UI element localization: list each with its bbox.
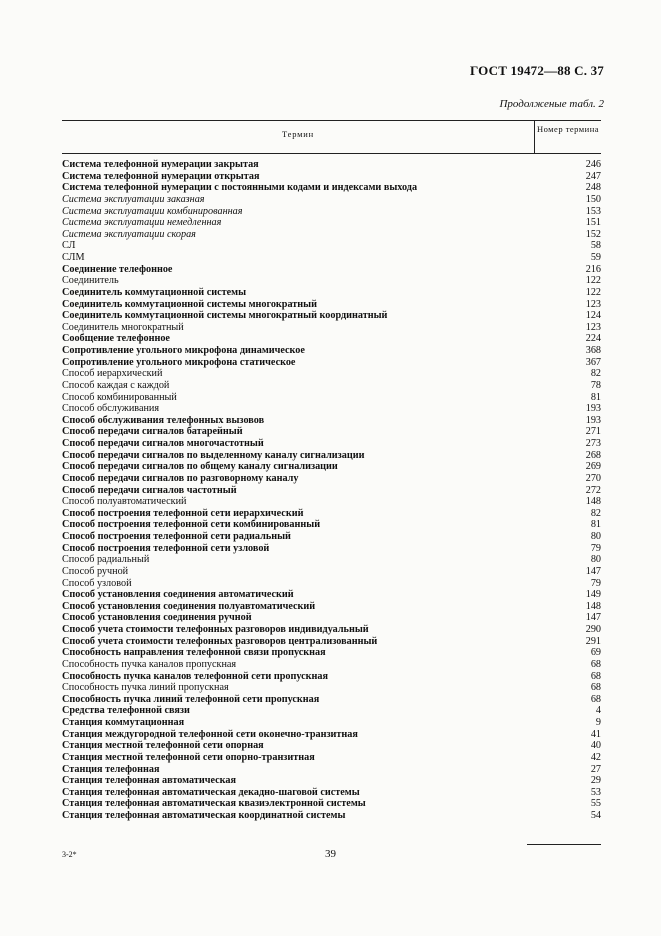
table-row: [62, 810, 601, 822]
term-text: Способность пучка каналов телефонной сети пропускная: [62, 670, 328, 682]
table-row: [62, 624, 601, 636]
table-row: [62, 380, 601, 392]
term-text: Станция телефонная: [62, 763, 160, 775]
table-row: [62, 403, 601, 415]
term-number: 273: [585, 438, 601, 449]
term-text: Способ учета стоимости телефонных разговоров централизованный: [62, 635, 378, 647]
term-text: Станция телефонная автоматическая декадно-шаговой системы: [62, 786, 360, 798]
term-number: 291: [585, 635, 601, 647]
term-number: 216: [585, 263, 601, 275]
table-row: [62, 636, 601, 648]
term-text: Способ построения телефонной сети узловой: [62, 542, 270, 554]
table-row: [62, 787, 601, 799]
term-text: Способ передачи сигналов многочастотный: [62, 438, 264, 449]
table-row: [62, 345, 601, 357]
table-row: [62, 159, 601, 171]
term-number: 272: [585, 484, 601, 496]
term-text: Способ ручной: [62, 565, 129, 577]
table-row: [62, 682, 601, 694]
table-row: [62, 578, 601, 590]
table-row: [62, 392, 601, 404]
table-row: [62, 275, 601, 287]
table-row: [62, 415, 601, 427]
table-row: [62, 217, 601, 229]
table-row: [62, 705, 601, 717]
term-text: Способ передачи сигналов частотный: [62, 484, 237, 496]
term-number: 270: [585, 472, 601, 484]
term-number: 27: [590, 763, 601, 775]
table-row: [62, 333, 601, 345]
page-header-title: ГОСТ 19472—88 С. 37: [470, 63, 604, 78]
table-row: [62, 368, 601, 380]
table-row: [62, 729, 601, 741]
term-number: 80: [590, 531, 601, 542]
term-text: Станция телефонная автоматическая квазиэлектронной системы: [62, 798, 366, 810]
term-number: 58: [590, 240, 601, 252]
column-header-number: Номер термина: [534, 121, 601, 153]
term-number: 68: [590, 682, 601, 694]
table-row: [62, 206, 601, 218]
term-number: 193: [585, 403, 601, 415]
table-row: [62, 752, 601, 764]
term-text: Соединитель многократный: [62, 321, 184, 333]
term-number: 248: [585, 182, 601, 194]
table-row: [62, 252, 601, 264]
term-number: 224: [585, 333, 601, 345]
footer-printer-mark: 3-2*: [62, 850, 77, 859]
table-row: [62, 310, 601, 322]
term-number: 147: [585, 565, 601, 577]
table-row: [62, 264, 601, 276]
term-number: 79: [590, 577, 601, 589]
table-row: [62, 438, 601, 450]
term-number: 80: [590, 554, 601, 566]
term-number: 79: [590, 542, 601, 554]
table-row: [62, 485, 601, 497]
table-row: [62, 473, 601, 485]
term-text: Способ построения телефонной сети иерархический: [62, 507, 304, 519]
term-number: 4: [595, 705, 601, 717]
term-number: 40: [590, 740, 601, 752]
term-text: СЛМ: [62, 252, 85, 263]
term-text: Способность пучка линий телефонной сети пропускная: [62, 693, 320, 705]
term-text: Сообщение телефонное: [62, 333, 170, 345]
table-row: [62, 461, 601, 473]
term-number: 153: [585, 205, 601, 217]
term-number: 269: [585, 461, 601, 473]
table-row: [62, 229, 601, 241]
table-row: [62, 775, 601, 787]
term-text: Способность пучка линий пропускная: [62, 682, 229, 694]
term-text: Соединитель: [62, 275, 119, 287]
term-number: 68: [590, 658, 601, 670]
table-row: [62, 566, 601, 578]
table-row: [62, 659, 601, 671]
term-number: 268: [585, 449, 601, 461]
term-text: Станция телефонная автоматическая: [62, 775, 236, 787]
term-number: 54: [590, 810, 601, 821]
table-row: [62, 322, 601, 334]
term-number: 246: [585, 159, 601, 170]
term-number: 68: [590, 670, 601, 682]
term-text: Соединитель коммутационной системы многократный координатный: [62, 310, 388, 322]
table-row: [62, 496, 601, 508]
term-number: 82: [590, 368, 601, 380]
table-row: [62, 287, 601, 299]
term-text: Система телефонной нумерации с постоянными кодами и индексами выхода: [62, 182, 418, 194]
table-row: [62, 194, 601, 206]
term-number: 53: [590, 786, 601, 798]
table-row: [62, 508, 601, 520]
term-number: 55: [590, 798, 601, 810]
term-number: 82: [590, 507, 601, 519]
term-number: 123: [585, 298, 601, 310]
term-text: Способ установления соединения автоматический: [62, 589, 294, 601]
table-row: [62, 740, 601, 752]
term-text: Способ иерархический: [62, 368, 163, 380]
table-row: [62, 717, 601, 729]
term-number: 29: [590, 775, 601, 787]
term-text: Способ установления соединения ручной: [62, 612, 252, 624]
term-text: Система эксплуатации заказная: [62, 193, 205, 205]
term-number: 59: [590, 252, 601, 263]
table-bottom-rule: [527, 844, 601, 845]
term-number: 68: [590, 693, 601, 705]
term-text: Система эксплуатации немедленная: [62, 217, 222, 229]
term-number: 290: [585, 624, 601, 635]
term-text: Способ передачи сигналов батарейный: [62, 426, 243, 438]
term-number: 193: [585, 414, 601, 426]
table-row: [62, 647, 601, 659]
column-header-term: Термин: [281, 129, 315, 139]
term-number: 78: [590, 379, 601, 391]
term-text: Соединение телефонное: [62, 263, 173, 275]
terms-table: [62, 120, 601, 822]
term-text: Способ учета стоимости телефонных разговоров индивидуальный: [62, 624, 369, 635]
table-row: [62, 554, 601, 566]
page-number: 39: [325, 848, 336, 860]
term-number: 271: [585, 426, 601, 438]
term-text: Средства телефонной связи: [62, 705, 190, 717]
term-number: 9: [595, 717, 601, 728]
term-number: 152: [585, 228, 601, 240]
term-number: 150: [585, 193, 601, 205]
term-number: 148: [585, 496, 601, 508]
table-row: [62, 671, 601, 683]
term-text: СЛ: [62, 240, 76, 252]
term-number: 247: [585, 170, 601, 182]
table-row: [62, 589, 601, 601]
term-number: 151: [585, 217, 601, 229]
term-number: 81: [590, 391, 601, 403]
term-text: Способ узловой: [62, 577, 132, 589]
term-number: 123: [585, 321, 601, 333]
term-text: Соединитель коммутационной системы многократный: [62, 298, 317, 310]
term-number: 81: [590, 519, 601, 531]
term-text: Система телефонной нумерации закрытая: [62, 159, 259, 170]
term-text: Способ установления соединения полуавтоматический: [62, 600, 316, 612]
term-text: Способ радиальный: [62, 554, 150, 566]
table-body: [62, 159, 601, 822]
term-number: 368: [585, 345, 601, 356]
term-text: Система эксплуатации комбинированная: [62, 205, 243, 217]
term-number: 124: [585, 310, 601, 322]
term-text: Способ передачи сигналов по выделенному каналу сигнализации: [62, 449, 365, 461]
table-row: [62, 426, 601, 438]
term-text: Способ обслуживания: [62, 403, 160, 415]
term-text: Способ построения телефонной сети комбинированный: [62, 519, 321, 531]
term-text: Сопротивление угольного микрофона динамическое: [62, 345, 305, 356]
term-text: Способность направления телефонной связи пропускная: [62, 647, 326, 659]
table-row: [62, 450, 601, 462]
term-text: Система телефонной нумерации открытая: [62, 170, 260, 182]
term-text: Способ передачи сигналов по разговорному каналу: [62, 472, 299, 484]
term-number: 367: [585, 356, 601, 368]
term-number: 122: [585, 286, 601, 298]
term-text: Способ передачи сигналов по общему каналу сигнализации: [62, 461, 338, 473]
term-text: Соединитель коммутационной системы: [62, 286, 247, 298]
term-number: 148: [585, 600, 601, 612]
term-text: Способ полуавтоматический: [62, 496, 187, 508]
table-row: [62, 519, 601, 531]
table-row: [62, 299, 601, 311]
term-number: 69: [590, 647, 601, 659]
table-row: [62, 764, 601, 776]
table-row: [62, 182, 601, 194]
term-text: Сопротивление угольного микрофона статическое: [62, 356, 296, 368]
term-text: Способ обслуживания телефонных вызовов: [62, 414, 265, 426]
term-text: Способ построения телефонной сети радиальный: [62, 531, 291, 542]
table-row: [62, 357, 601, 369]
term-number: 122: [585, 275, 601, 287]
term-text: Станция коммутационная: [62, 717, 185, 728]
term-number: 42: [590, 751, 601, 763]
table-row: [62, 531, 601, 543]
term-text: Способ комбинированный: [62, 391, 177, 403]
table-row: [62, 171, 601, 183]
term-number: 147: [585, 612, 601, 624]
table-row: [62, 601, 601, 613]
term-text: Станция местной телефонной сети опорно-транзитная: [62, 751, 315, 763]
table-row: [62, 798, 601, 810]
term-text: Способность пучка каналов пропускная: [62, 658, 237, 670]
term-number: 149: [585, 589, 601, 601]
term-text: Станция местной телефонной сети опорная: [62, 740, 264, 752]
term-text: Станция междугородной телефонной сети оконечно-транзитная: [62, 728, 358, 740]
table-row: [62, 694, 601, 706]
term-number: 41: [590, 728, 601, 740]
term-text: Станция телефонная автоматическая координатной системы: [62, 810, 346, 821]
table-row: [62, 543, 601, 555]
table-row: [62, 240, 601, 252]
term-text: Система эксплуатации скорая: [62, 228, 196, 240]
table-row: [62, 612, 601, 624]
table-header: [62, 120, 601, 154]
term-text: Способ каждая с каждой: [62, 379, 170, 391]
table-continued-caption: Продолженые табл. 2: [499, 98, 604, 110]
